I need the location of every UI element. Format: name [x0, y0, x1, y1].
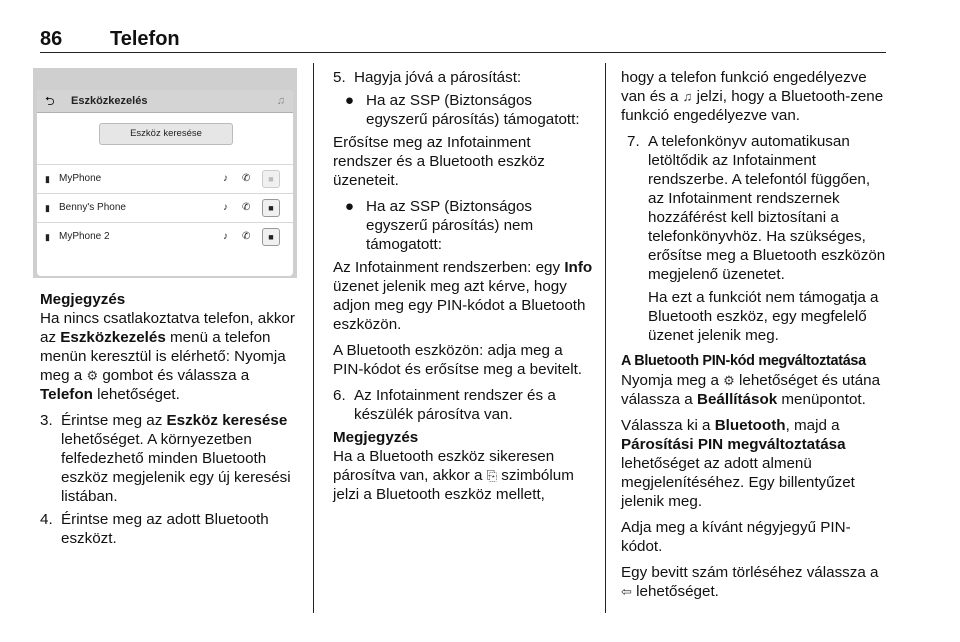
text: lehetőséget. [631, 583, 719, 600]
gear-icon: ⚙ [86, 368, 99, 383]
gear-icon: ⚙ [723, 373, 735, 388]
trash-icon[interactable]: ■ [262, 170, 280, 188]
device-row[interactable] [37, 164, 293, 193]
step-number: 6. [333, 387, 346, 404]
step-number: 7. [627, 133, 640, 150]
infotainment-screen [37, 90, 293, 276]
column-1 [40, 290, 302, 552]
phone-device-icon: ▮ [45, 203, 50, 213]
device-name: MyPhone 2 [59, 231, 110, 242]
back-arrow-icon[interactable]: ⮌ [45, 94, 55, 108]
menu-name: Eszközkezelés [60, 329, 166, 346]
step-text: A telefonkönyv automatikusan letöltődik az Infotainment rendszerbe. A telefontól függően, az Infotainment rendszernek hozzáférést kell biztosítani a telefonkönyvhöz. Ha szükséges, erősítse meg a Bluetooth eszközön megjelenő üzenetet. [648, 133, 886, 283]
menu-name: Párosítási PIN megváltoztatása [621, 436, 846, 453]
phone-handset-icon[interactable]: ✆ [242, 173, 251, 184]
text: lehetőséget. A környezetben felfedezhető minden Bluetooth eszköz megjelenik egy új keresési listában. [61, 431, 291, 505]
bluetooth-music-icon[interactable]: ♪ [223, 231, 228, 242]
text: Érintse meg az [61, 412, 167, 429]
text: menü a telefon menün keresztül is elérhető: Nyomja meg a [40, 329, 286, 384]
column-3 [621, 68, 889, 608]
column-2 [333, 68, 593, 511]
step-text [61, 411, 302, 506]
bullet-text: Ha az SSP (Biztonságos egyszerű párosítás) nem támogatott: [366, 198, 534, 253]
column-divider [313, 63, 314, 613]
text: lehetőséget az adott almenü megjelenítéséhez. Egy billentyűzet jelenik meg. [621, 455, 855, 510]
paragraph [621, 416, 889, 511]
music-note-icon: ♫ [682, 89, 693, 104]
step-number: 4. [40, 511, 53, 528]
text: hogy a telefon funkció engedélyezve van és a [621, 69, 867, 105]
music-note-icon: ♫ [276, 95, 285, 107]
paragraph [621, 371, 889, 409]
step-text: Hagyja jóvá a párosítást: [354, 69, 522, 86]
backspace-icon: ⇦ [621, 584, 632, 599]
device-row[interactable] [37, 193, 293, 222]
bluetooth-music-icon[interactable]: ♪ [223, 202, 228, 213]
text: Egy bevitt szám törléséhez válassza a [621, 564, 879, 581]
menu-name: Beállítások [696, 391, 778, 408]
continued-paragraph [621, 68, 889, 125]
step-number: 5. [333, 69, 346, 86]
paragraph: Adja meg a kívánt négyjegyű PIN-kódot. [621, 519, 851, 555]
text: Válassza ki a [621, 417, 715, 434]
paragraph [621, 563, 889, 601]
text: gombot és válassza a [98, 367, 250, 384]
note-heading: Megjegyzés [333, 429, 419, 446]
phone-symbol-icon: ⎘ [486, 468, 498, 483]
phone-handset-icon[interactable]: ✆ [242, 231, 251, 242]
phone-handset-icon[interactable]: ✆ [242, 202, 251, 213]
step-number: 3. [40, 412, 53, 429]
step-4 [40, 510, 302, 548]
bullet-icon: ● [344, 92, 355, 109]
section-heading: A Bluetooth PIN-kód megváltoztatása [621, 353, 866, 369]
device-management-screenshot [33, 68, 297, 278]
screen-title-bar [37, 90, 293, 113]
menu-name: Bluetooth [714, 417, 786, 434]
phone-device-icon: ▮ [45, 174, 50, 184]
text: Ha nincs csatlakoztatva telefon, akkor az [40, 310, 295, 346]
bullet-item [333, 197, 593, 254]
step-6 [333, 386, 593, 424]
text: szimbólum jelzi a Bluetooth eszköz mellett, [333, 467, 574, 503]
bullet-icon: ● [344, 198, 355, 215]
bullet-detail: A Bluetooth eszközön: adja meg a PIN-kódot és erősítse meg a bevitelt. [333, 342, 583, 378]
screen-title: Eszközkezelés [71, 95, 148, 107]
text: Ha a Bluetooth eszköz sikeresen párosítva van, akkor a [333, 448, 555, 484]
search-devices-button[interactable]: Eszköz keresése [99, 123, 233, 145]
note-paragraph [40, 309, 302, 404]
text: menüpontot. [777, 391, 866, 408]
step-detail: Ha ezt a funkciót nem támogatja a Bluetooth eszköz, egy megfelelő üzenet jelenik meg. [648, 289, 879, 344]
trash-icon[interactable]: ■ [262, 228, 280, 246]
step-3 [40, 411, 302, 506]
text: , majd a [785, 417, 840, 434]
phone-device-icon: ▮ [45, 232, 50, 242]
message-name: Info [564, 259, 593, 276]
text: lehetőséget és utána válassza a [621, 372, 881, 408]
step-7 [627, 132, 889, 284]
note-heading: Megjegyzés [40, 291, 126, 308]
bullet-text: Ha az SSP (Biztonságos egyszerű párosítás) támogatott: [366, 92, 580, 128]
menu-name: Telefon [40, 386, 93, 403]
menu-name: Eszköz keresése [166, 412, 288, 429]
bullet-detail [333, 258, 593, 334]
trash-icon[interactable]: ■ [262, 199, 280, 217]
device-row[interactable] [37, 222, 293, 251]
device-name: Benny's Phone [59, 202, 126, 213]
bullet-detail: Erősítse meg az Infotainment rendszer és a Bluetooth eszköz üzeneteit. [333, 134, 545, 189]
text: Az Infotainment rendszerben: egy [333, 259, 565, 276]
bluetooth-music-icon[interactable]: ♪ [223, 173, 228, 184]
note-paragraph [333, 447, 593, 504]
text: üzenet jelenik meg azt kérve, hogy adjon meg egy PIN-kódot a Bluetooth eszközön. [333, 278, 586, 333]
text: Nyomja meg a [621, 372, 724, 389]
step-text: Az Infotainment rendszer és a készülék párosítva van. [354, 387, 556, 423]
text: lehetőséget. [92, 386, 180, 403]
page-number: 86 [40, 28, 63, 50]
text: jelzi, hogy a Bluetooth-zene funkció engedélyezve van. [621, 88, 884, 124]
device-name: MyPhone [59, 173, 102, 184]
page-header [40, 28, 886, 53]
step-5 [333, 68, 593, 87]
section-title: Telefon [110, 28, 180, 50]
bullet-item [333, 91, 593, 129]
column-divider [605, 63, 606, 613]
step-text: Érintse meg az adott Bluetooth eszközt. [61, 511, 269, 547]
